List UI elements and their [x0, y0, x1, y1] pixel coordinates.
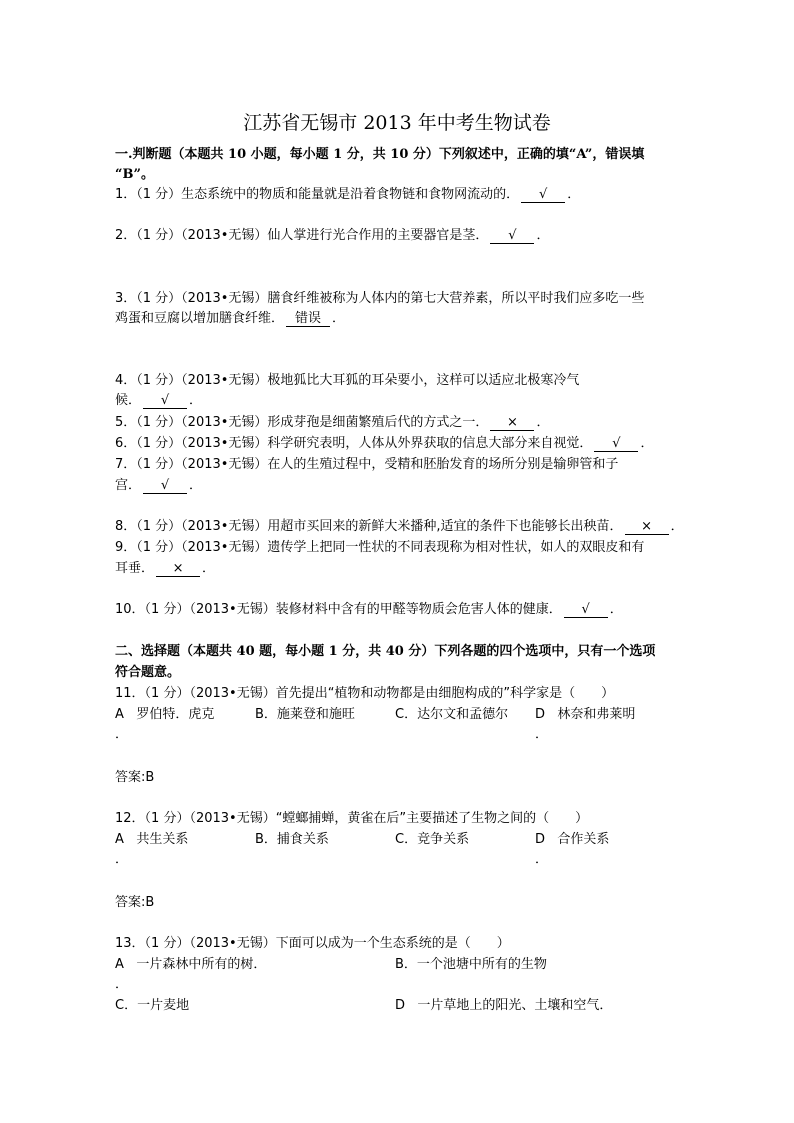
question-text: 6．（1 分）（2013•无锡）科学研究表明，人体从外界获取的信息大部分来自视觉．: [115, 436, 593, 451]
option-b: [255, 703, 355, 722]
option-b: [395, 953, 547, 972]
question-end: ．: [609, 602, 623, 617]
section1-heading: 一.判断题（本题共 10 小题，每小题 1 分，共 10 分）下列叙述中，正确的填“A”，错误填: [115, 147, 645, 162]
question-end: ．: [189, 393, 203, 408]
answer-blank: √: [521, 188, 565, 203]
option-a: [115, 703, 214, 722]
question-3: [115, 287, 644, 306]
option-text: 一个池塘中所有的生物: [416, 957, 547, 972]
question-4-cont: [115, 389, 202, 409]
question-2: [115, 224, 549, 244]
question-7-cont: [115, 474, 202, 494]
question-text: 10．（1 分）（2013•无锡）装修材料中含有的甲醛等物质会危害人体的健康．: [115, 602, 562, 617]
option-d: [395, 994, 612, 1013]
question-3-cont: [115, 307, 345, 327]
option-letter: D: [535, 832, 546, 847]
answer-blank: 错误: [286, 312, 330, 327]
question-9-cont: [115, 557, 215, 577]
question-4: [115, 369, 579, 388]
option-a: [115, 828, 188, 847]
question-end: ．: [567, 187, 581, 202]
answer-blank: √: [143, 479, 187, 494]
question-text: 4．（1 分）（2013•无锡）极地狐比大耳狐的耳朵要小，这样可以适应北极寒冷气: [115, 373, 580, 388]
question-end: ．: [189, 478, 203, 493]
question-11: 11．（1 分）（2013•无锡）首先提出“植物和动物都是由细胞构成的”科学家是（ ）: [115, 686, 615, 701]
option-text: 林奈和弗莱明: [557, 707, 636, 722]
question-10: [115, 598, 623, 618]
question-7: [115, 453, 618, 472]
question-end: ．: [536, 415, 550, 430]
question-end: ．: [640, 436, 654, 451]
question-text: 耳垂．: [115, 561, 155, 576]
answer-blank: ×: [490, 416, 534, 431]
question-5: [115, 411, 549, 431]
option-a-dot: ．: [115, 977, 129, 992]
option-c: [395, 828, 469, 847]
option-letter: B．: [395, 957, 417, 972]
section1-heading-cont: “B”。: [115, 167, 154, 182]
option-letter: A: [115, 957, 124, 972]
option-text: 共生关系: [136, 832, 189, 847]
option-text: 一片麦地: [137, 998, 190, 1013]
question-text: 9．（1 分）（2013•无锡）遗传学上把同一性状的不同表现称为相对性状，如人的双眼皮和有: [115, 540, 645, 555]
question-end: ．: [670, 519, 684, 534]
question-text: 1．（1 分）生态系统中的物质和能量就是沿着食物链和食物网流动的．: [115, 187, 520, 202]
option-letter: A: [115, 832, 124, 847]
option-text: 一片森林中所有的树．: [136, 957, 267, 972]
option-text: 罗伯特．虎克: [136, 707, 215, 722]
option-a: [115, 953, 266, 972]
question-text: 候．: [115, 393, 142, 408]
option-letter: A: [115, 707, 124, 722]
page-title: 江苏省无锡市 2013 年中考生物试卷: [243, 112, 551, 134]
question-12: 12．（1 分）（2013•无锡）“螳螂捕蝉，黄雀在后”主要描述了生物之间的（ ）: [115, 811, 589, 826]
option-d: [535, 703, 635, 722]
question-13: 13．（1 分）（2013•无锡）下面可以成为一个生态系统的是（ ）: [115, 936, 510, 951]
answer-label: 答案:B: [115, 895, 155, 910]
option-text: 一片草地上的阳光、土壤和空气．: [417, 998, 613, 1013]
question-6: [115, 432, 653, 452]
option-d-dot: ．: [535, 727, 549, 742]
option-letter: C．: [395, 832, 418, 847]
option-d: [535, 828, 609, 847]
question-end: ．: [536, 228, 550, 243]
option-text: 达尔文和孟德尔: [417, 707, 509, 722]
question-9: [115, 536, 644, 555]
answer-blank: ×: [156, 562, 200, 577]
section2-heading: 二、选择题（本题共 40 题，每小题 1 分，共 40 分）下列各题的四个选项中，只有一个选项: [115, 644, 656, 659]
option-text: 竞争关系: [417, 832, 470, 847]
option-a-dot: ．: [115, 727, 129, 742]
option-text: 合作关系: [557, 832, 610, 847]
answer-label: 答案:B: [115, 770, 155, 785]
option-b: [255, 828, 329, 847]
answer-blank: √: [490, 229, 534, 244]
option-letter: C．: [115, 998, 138, 1013]
option-letter: B．: [255, 707, 277, 722]
option-text: 捕食关系: [276, 832, 329, 847]
option-c: [395, 703, 508, 722]
question-1: [115, 183, 580, 203]
option-text: 施莱登和施旺: [276, 707, 355, 722]
option-letter: C．: [395, 707, 418, 722]
question-8: [115, 515, 684, 535]
question-text: 5．（1 分）（2013•无锡）形成芽孢是细菌繁殖后代的方式之一．: [115, 415, 489, 430]
question-text: 鸡蛋和豆腐以增加膳食纤维．: [115, 311, 285, 326]
option-d-dot: ．: [535, 852, 549, 867]
answer-blank: √: [564, 603, 608, 618]
question-end: ．: [202, 561, 216, 576]
answer-blank: √: [594, 437, 638, 452]
option-letter: B．: [255, 832, 277, 847]
answer-blank: ×: [625, 520, 669, 535]
section2-heading-cont: 符合题意。: [115, 665, 181, 680]
question-text: 7．（1 分）（2013•无锡）在人的生殖过程中，受精和胚胎发育的场所分别是输卵管和子: [115, 457, 619, 472]
option-c: [115, 994, 189, 1013]
option-letter: D: [395, 998, 406, 1013]
question-text: 3．（1 分）（2013•无锡）膳食纤维被称为人体内的第七大营养素，所以平时我们应多吃一些: [115, 291, 645, 306]
question-text: 2．（1 分）（2013•无锡）仙人掌进行光合作用的主要器官是茎．: [115, 228, 489, 243]
option-letter: D: [535, 707, 546, 722]
option-a-dot: ．: [115, 852, 129, 867]
answer-blank: √: [143, 394, 187, 409]
question-text: 8．（1 分）（2013•无锡）用超市买回来的新鲜大米播种,适宜的条件下也能够长出秧苗．: [115, 519, 623, 534]
question-text: 宫．: [115, 478, 142, 493]
question-end: ．: [332, 311, 346, 326]
